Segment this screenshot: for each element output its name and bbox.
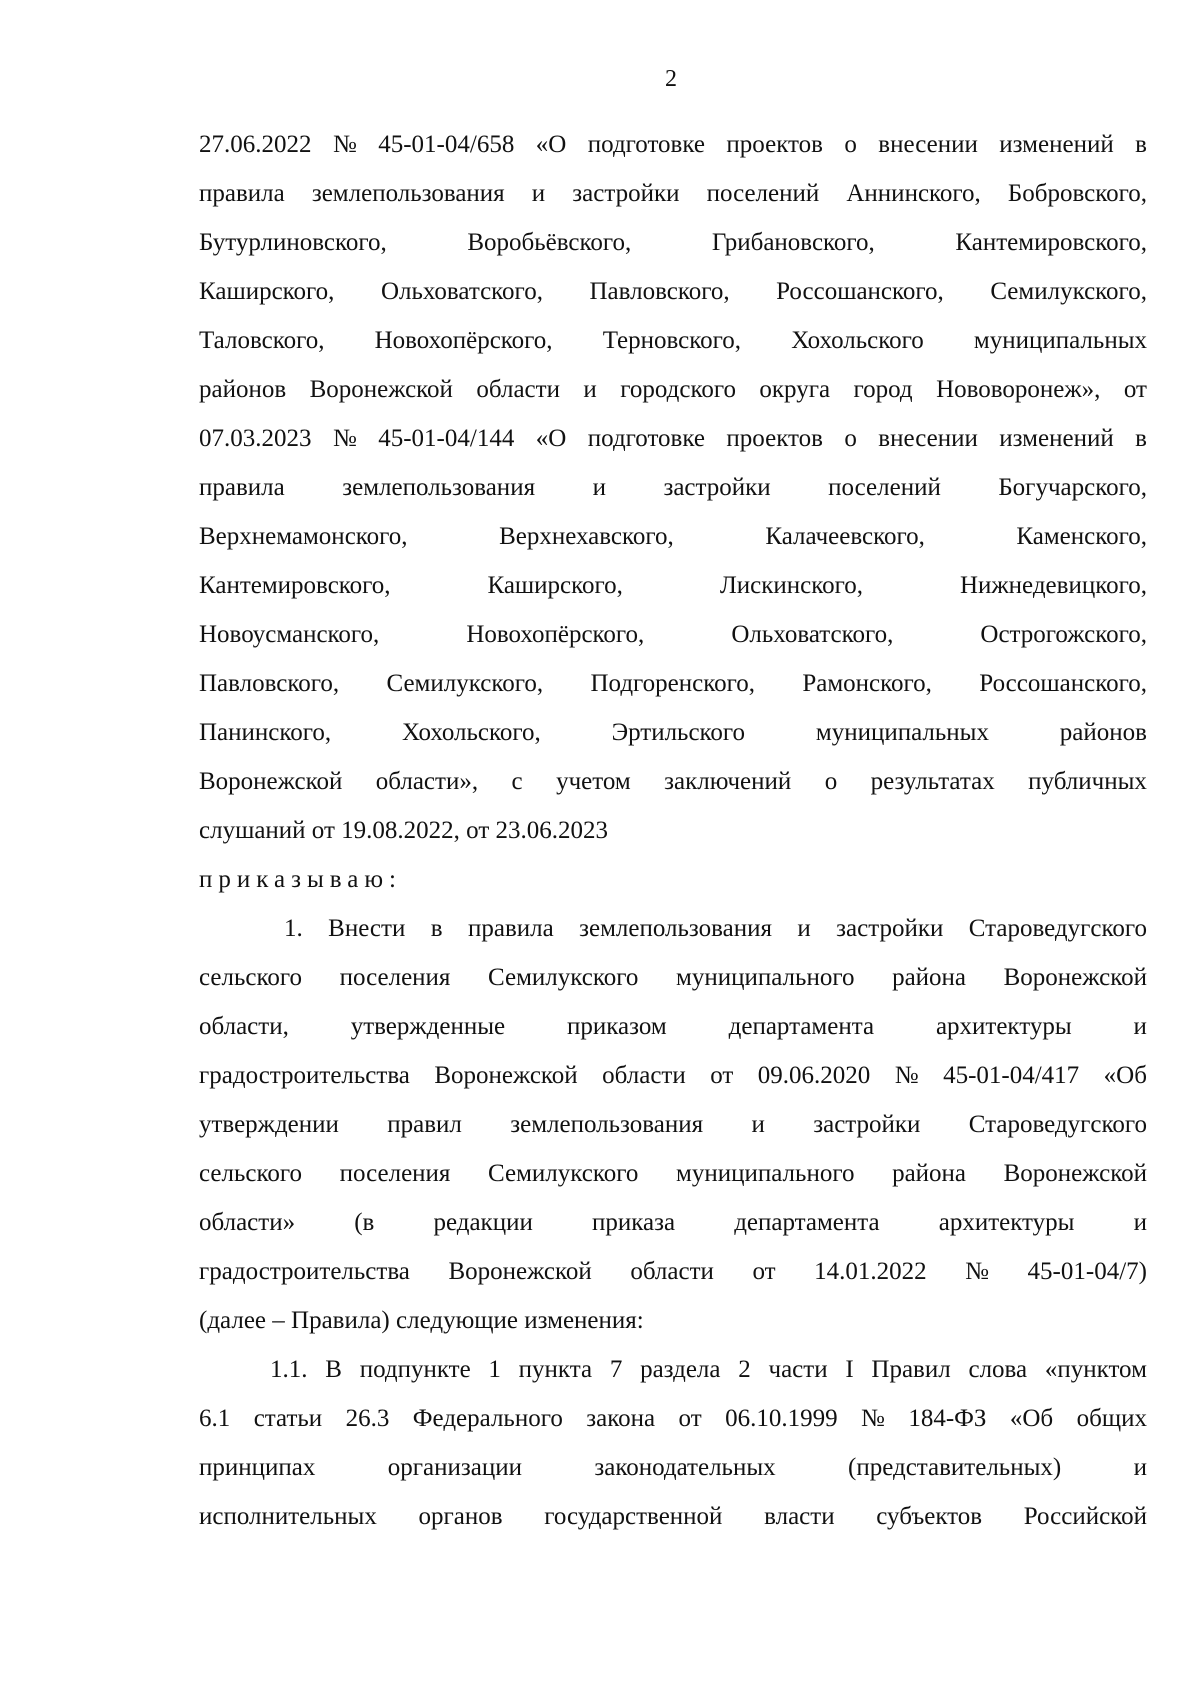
line-word: Каширского, bbox=[487, 572, 623, 599]
document-line bbox=[199, 904, 1147, 953]
line-word: Внести bbox=[328, 915, 406, 942]
document-line bbox=[199, 806, 1147, 855]
line-word: № bbox=[332, 131, 357, 158]
line-word: Воронежской bbox=[1003, 964, 1147, 991]
line-word: Хохольского, bbox=[401, 719, 541, 746]
document-body bbox=[199, 120, 1147, 1541]
line-text: слушаний от 19.08.2022, от 23.06.2023 bbox=[199, 817, 608, 844]
line-word: области», bbox=[375, 768, 479, 795]
document-line bbox=[199, 365, 1147, 414]
line-word: Новохопёрского, bbox=[466, 621, 645, 648]
line-word: Нижнедевицкого, bbox=[959, 572, 1147, 599]
line-word: 45-01-04/7) bbox=[1027, 1258, 1147, 1285]
document-line bbox=[199, 1443, 1147, 1492]
line-word: 45-01-04/658 bbox=[378, 131, 515, 158]
line-word: утверждении bbox=[199, 1111, 339, 1138]
line-word: Ольховатского, bbox=[731, 621, 894, 648]
line-word: Воронежской bbox=[448, 1258, 592, 1285]
line-word: 26.3 bbox=[345, 1405, 390, 1432]
document-line bbox=[199, 414, 1147, 463]
line-word: поселений bbox=[828, 474, 941, 501]
line-word: Павловского, bbox=[589, 278, 730, 305]
line-word: Российской bbox=[1023, 1503, 1147, 1530]
line-word: от bbox=[752, 1258, 776, 1285]
document-line bbox=[199, 1051, 1147, 1100]
line-word: проектов bbox=[726, 131, 823, 158]
line-word: внесении bbox=[878, 131, 978, 158]
line-word: с bbox=[511, 768, 523, 795]
line-word: «О bbox=[535, 131, 567, 158]
line-word: Россошанского, bbox=[776, 278, 944, 305]
line-word: Подгоренского, bbox=[590, 670, 755, 697]
line-word: Каширского, bbox=[199, 278, 335, 305]
line-word: Богучарского, bbox=[998, 474, 1147, 501]
line-word: Семилукского bbox=[488, 1160, 639, 1187]
line-word: департамента bbox=[734, 1209, 880, 1236]
line-word: сельского bbox=[199, 964, 302, 991]
line-word: Аннинского, bbox=[846, 180, 981, 207]
line-word: заключений bbox=[664, 768, 792, 795]
line-word: о bbox=[824, 768, 838, 795]
document-line bbox=[199, 1296, 1147, 1345]
line-word: «О bbox=[535, 425, 567, 452]
line-word: Семилукского bbox=[488, 964, 639, 991]
line-word: организации bbox=[387, 1454, 522, 1481]
line-text: (далее – Правила) следующие изменения: bbox=[199, 1307, 644, 1334]
line-word: Кантемировского, bbox=[199, 572, 391, 599]
line-word: в bbox=[1135, 131, 1147, 158]
line-word: поселения bbox=[339, 1160, 451, 1187]
document-line bbox=[199, 561, 1147, 610]
line-word: Семилукского, bbox=[386, 670, 544, 697]
line-word: Грибановского, bbox=[711, 229, 875, 256]
document-line bbox=[199, 169, 1147, 218]
line-word: правила bbox=[199, 180, 285, 207]
line-word: архитектуры bbox=[938, 1209, 1075, 1236]
document-line bbox=[199, 218, 1147, 267]
line-word: приказом bbox=[567, 1013, 667, 1040]
line-word: землепользования bbox=[311, 180, 505, 207]
line-word: № bbox=[894, 1062, 919, 1089]
line-word: Новохопёрского, bbox=[374, 327, 553, 354]
line-word: Федерального bbox=[412, 1405, 563, 1432]
line-word: Правил bbox=[871, 1356, 951, 1383]
line-word: Рамонского, bbox=[802, 670, 932, 697]
line-word: и bbox=[531, 180, 546, 207]
line-word: Воронежской bbox=[1003, 1160, 1147, 1187]
line-word: области bbox=[476, 376, 560, 403]
line-word: департамента bbox=[728, 1013, 875, 1040]
page-number: 2 bbox=[665, 66, 677, 92]
line-word: районов bbox=[199, 376, 287, 403]
line-word: В bbox=[325, 1356, 342, 1383]
line-word: и bbox=[1133, 1013, 1147, 1040]
line-word: 45-01-04/417 bbox=[943, 1062, 1080, 1089]
line-word: о bbox=[844, 131, 857, 158]
line-word: землепользования bbox=[579, 915, 772, 942]
document-line bbox=[199, 953, 1147, 1002]
line-word: Бутурлиновского, bbox=[199, 229, 387, 256]
document-line bbox=[199, 463, 1147, 512]
line-word: о bbox=[844, 425, 857, 452]
line-word: в bbox=[430, 915, 443, 942]
line-word: «пунктом bbox=[1044, 1356, 1147, 1383]
line-word: городского bbox=[620, 376, 736, 403]
line-word: Лискинского, bbox=[719, 572, 864, 599]
line-word: № bbox=[861, 1405, 885, 1432]
line-word: застройки bbox=[836, 915, 944, 942]
document-line bbox=[199, 1149, 1147, 1198]
line-word: Воронежской bbox=[309, 376, 453, 403]
document-line bbox=[199, 610, 1147, 659]
line-word: Панинского, bbox=[199, 719, 332, 746]
line-word: слова bbox=[968, 1356, 1028, 1383]
line-word: застройки bbox=[813, 1111, 921, 1138]
line-word: 14.01.2022 bbox=[814, 1258, 927, 1285]
line-word: Староведугского bbox=[968, 915, 1147, 942]
line-word: пункта bbox=[518, 1356, 593, 1383]
line-word: раздела bbox=[640, 1356, 721, 1383]
line-word: Хохольского bbox=[791, 327, 924, 354]
document-line bbox=[199, 855, 1147, 904]
line-word: 27.06.2022 bbox=[199, 131, 312, 158]
line-word: Калачеевского, bbox=[765, 523, 925, 550]
line-word: внесении bbox=[878, 425, 978, 452]
line-word: Воронежской bbox=[434, 1062, 578, 1089]
line-word: 45-01-04/144 bbox=[378, 425, 515, 452]
line-word: части bbox=[768, 1356, 828, 1383]
document-line bbox=[199, 1198, 1147, 1247]
line-word: и bbox=[1133, 1209, 1147, 1236]
line-word: Воробьёвского, bbox=[467, 229, 632, 256]
line-word: Верхнемамонского, bbox=[199, 523, 408, 550]
line-word: редакции bbox=[433, 1209, 533, 1236]
line-word: 7 bbox=[609, 1356, 623, 1383]
line-word: области, bbox=[199, 1013, 289, 1040]
line-word: землепользования bbox=[342, 474, 536, 501]
document-line bbox=[199, 708, 1147, 757]
line-word: 2 bbox=[738, 1356, 751, 1383]
line-text: приказываю: bbox=[199, 866, 402, 893]
line-word: 09.06.2020 bbox=[757, 1062, 871, 1089]
line-word: I bbox=[845, 1356, 854, 1383]
line-word: градостроительства bbox=[199, 1258, 410, 1285]
line-word: учетом bbox=[556, 768, 631, 795]
document-line bbox=[199, 1100, 1147, 1149]
line-word: 1 bbox=[488, 1356, 501, 1383]
line-word: Новоусманского, bbox=[199, 621, 380, 648]
line-word: и bbox=[583, 376, 597, 403]
line-word: градостроительства bbox=[199, 1062, 410, 1089]
line-word: 184-ФЗ bbox=[908, 1405, 987, 1432]
line-word: исполнительных bbox=[199, 1503, 377, 1530]
line-word: Терновского, bbox=[602, 327, 742, 354]
line-word: проектов bbox=[726, 425, 823, 452]
line-word: от bbox=[710, 1062, 734, 1089]
line-word: публичных bbox=[1028, 768, 1147, 795]
line-word: сельского bbox=[199, 1160, 302, 1187]
line-word: правил bbox=[387, 1111, 462, 1138]
line-word: в bbox=[1135, 425, 1147, 452]
line-word: 1.1. bbox=[270, 1356, 308, 1383]
line-word: правила bbox=[199, 474, 285, 501]
line-word: принципах bbox=[199, 1454, 316, 1481]
line-word: области bbox=[630, 1258, 714, 1285]
line-word: Каменского, bbox=[1016, 523, 1147, 550]
line-word: Верхнехавского, bbox=[499, 523, 674, 550]
line-word: «Об bbox=[1103, 1062, 1147, 1089]
line-word: и bbox=[751, 1111, 765, 1138]
line-word: изменений bbox=[999, 131, 1114, 158]
document-line bbox=[199, 120, 1147, 169]
line-word: общих bbox=[1076, 1405, 1147, 1432]
line-word: Семилукского, bbox=[990, 278, 1147, 305]
line-word: землепользования bbox=[510, 1111, 704, 1138]
line-word: и bbox=[797, 915, 811, 942]
line-word: муниципальных bbox=[973, 327, 1147, 354]
line-word: «Об bbox=[1009, 1405, 1054, 1432]
line-word: закона bbox=[586, 1405, 656, 1432]
line-word: № bbox=[965, 1258, 989, 1285]
line-word: от bbox=[678, 1405, 702, 1432]
line-word: Воронежской bbox=[199, 768, 343, 795]
line-word: правила bbox=[467, 915, 554, 942]
line-word: Острогожского, bbox=[980, 621, 1147, 648]
line-word: от bbox=[1123, 376, 1147, 403]
line-word: подготовке bbox=[587, 425, 705, 452]
line-word: района bbox=[892, 1160, 967, 1187]
document-line bbox=[199, 1247, 1147, 1296]
line-word: 6.1 bbox=[199, 1405, 231, 1432]
line-word: области bbox=[602, 1062, 686, 1089]
line-word: округа bbox=[759, 376, 831, 403]
line-word: Павловского, bbox=[199, 670, 340, 697]
line-word: и bbox=[592, 474, 606, 501]
line-word: поселений bbox=[706, 180, 820, 207]
line-word: приказа bbox=[591, 1209, 676, 1236]
line-word: подпункте bbox=[359, 1356, 471, 1383]
line-word: утвержденные bbox=[350, 1013, 506, 1040]
line-word: муниципального bbox=[676, 1160, 855, 1187]
line-word: Кантемировского, bbox=[955, 229, 1147, 256]
line-word: районов bbox=[1059, 719, 1147, 746]
line-word: город bbox=[853, 376, 913, 403]
line-word: 1. bbox=[284, 915, 303, 942]
document-line bbox=[199, 1002, 1147, 1051]
line-word: государственной bbox=[544, 1503, 723, 1530]
line-word: муниципального bbox=[676, 964, 855, 991]
line-word: застройки bbox=[663, 474, 771, 501]
document-line bbox=[199, 512, 1147, 561]
document-line bbox=[199, 757, 1147, 806]
line-word: № bbox=[332, 425, 357, 452]
line-word: и bbox=[1133, 1454, 1147, 1481]
line-word: застройки bbox=[572, 180, 680, 207]
line-word: 06.10.1999 bbox=[725, 1405, 838, 1432]
line-word: района bbox=[892, 964, 967, 991]
line-word: результатах bbox=[870, 768, 995, 795]
line-word: Эртильского bbox=[611, 719, 746, 746]
document-line bbox=[199, 267, 1147, 316]
line-word: Нововоронеж», bbox=[936, 376, 1101, 403]
line-word: подготовке bbox=[587, 131, 705, 158]
line-word: Россошанского, bbox=[979, 670, 1147, 697]
line-word: поселения bbox=[339, 964, 451, 991]
line-word: Староведугского bbox=[968, 1111, 1147, 1138]
document-line bbox=[199, 1394, 1147, 1443]
line-word: субъектов bbox=[876, 1503, 983, 1530]
line-word: Бобровского, bbox=[1007, 180, 1147, 207]
document-line bbox=[199, 1492, 1147, 1541]
line-word: области» bbox=[199, 1209, 296, 1236]
line-word: Ольховатского, bbox=[380, 278, 543, 305]
line-word: архитектуры bbox=[935, 1013, 1072, 1040]
line-word: (в bbox=[354, 1209, 375, 1236]
document-line bbox=[199, 659, 1147, 708]
line-word: 07.03.2023 bbox=[199, 425, 312, 452]
document-line bbox=[199, 316, 1147, 365]
line-word: (представительных) bbox=[848, 1454, 1062, 1481]
line-word: Таловского, bbox=[199, 327, 325, 354]
document-line bbox=[199, 1345, 1147, 1394]
line-word: изменений bbox=[999, 425, 1114, 452]
line-word: органов bbox=[418, 1503, 503, 1530]
line-word: законодательных bbox=[594, 1454, 776, 1481]
line-word: статьи bbox=[253, 1405, 323, 1432]
line-word: власти bbox=[764, 1503, 835, 1530]
line-word: муниципальных bbox=[815, 719, 989, 746]
